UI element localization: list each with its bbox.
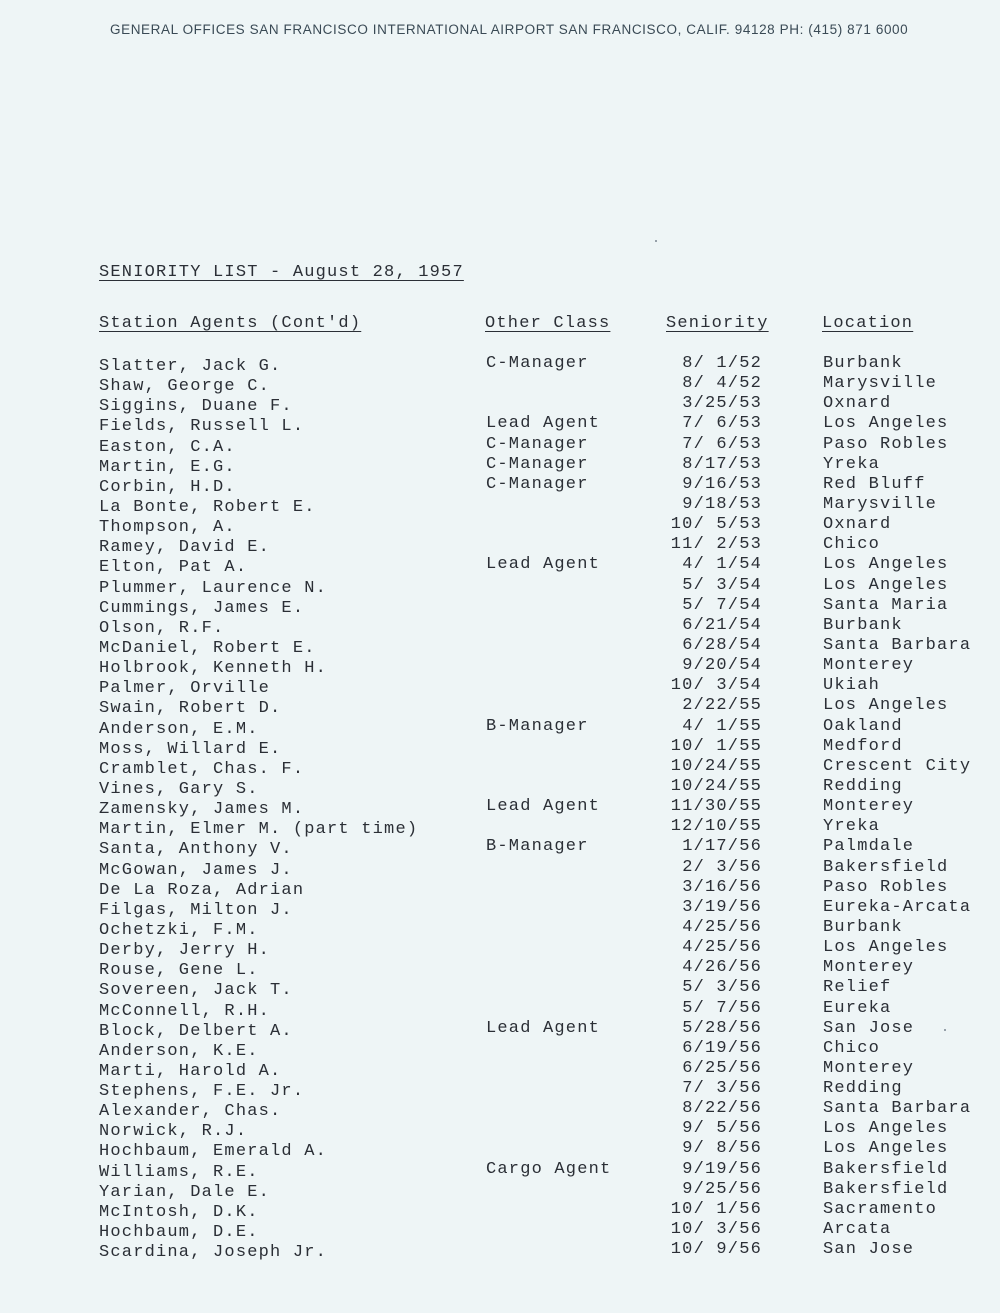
seniority-date: 3/25/53 (682, 394, 762, 414)
seniority-date: 11/30/55 (670, 797, 762, 817)
seniority-date: 4/26/56 (682, 958, 762, 978)
seniority-date: 10/ 1/55 (670, 736, 762, 756)
agent-name: Santa, Anthony V. (99, 840, 293, 860)
seniority-date: 5/ 7/56 (682, 998, 762, 1018)
location: Yreka (823, 817, 881, 837)
agent-name: Palmer, Orville (99, 679, 271, 699)
location: Relief (823, 978, 892, 998)
seniority-date: 7/ 6/53 (682, 414, 762, 434)
seniority-date: 10/24/55 (670, 756, 762, 776)
seniority-date: 9/19/56 (682, 1159, 762, 1179)
agent-name: Elton, Pat A. (99, 558, 248, 578)
table-row (0, 999, 1000, 1019)
location: Crescent City (823, 756, 972, 776)
agent-name: Vines, Gary S. (99, 779, 259, 799)
other-class: C-Manager (486, 434, 589, 454)
location: Marysville (823, 494, 938, 514)
location: Bakersfield (823, 1179, 949, 1199)
other-class: C-Manager (486, 454, 589, 474)
agent-name: Siggins, Duane F. (99, 397, 293, 417)
agent-name: Corbin, H.D. (99, 477, 236, 497)
other-class: B-Manager (486, 716, 589, 736)
location: Los Angeles (823, 696, 949, 716)
table-row (0, 394, 1000, 417)
location: Chico (823, 535, 881, 555)
table-row (0, 837, 1000, 860)
location: Los Angeles (823, 1139, 949, 1159)
seniority-date: 8/ 4/52 (682, 374, 762, 394)
agent-name: Ramey, David E. (99, 538, 271, 558)
seniority-date: 4/25/56 (682, 938, 762, 958)
location: Oakland (823, 716, 903, 736)
location: Bakersfield (823, 857, 949, 877)
seniority-date: 6/25/56 (682, 1058, 762, 1078)
location: Oxnard (823, 515, 892, 535)
location: Chico (823, 1038, 881, 1058)
location: Monterey (823, 1058, 915, 1078)
agent-name: Thompson, A. (99, 518, 236, 538)
seniority-date: 9/25/56 (682, 1179, 762, 1199)
agent-name: Derby, Jerry H. (99, 941, 271, 961)
seniority-date: 9/20/54 (682, 656, 762, 676)
table-row (0, 1139, 1000, 1162)
other-class: Lead Agent (486, 797, 601, 817)
table-row (0, 636, 1000, 656)
location: Monterey (823, 958, 915, 978)
agent-name: Alexander, Chas. (99, 1102, 282, 1122)
location: Monterey (823, 797, 915, 817)
table-row (0, 898, 1000, 918)
table-row (0, 656, 1000, 679)
table-row (0, 1079, 1000, 1102)
location: Medford (823, 736, 903, 756)
agent-name: McDaniel, Robert E. (99, 638, 316, 658)
table-row (0, 777, 1000, 797)
location: Burbank (823, 354, 903, 373)
agent-name: Easton, C.A. (99, 437, 236, 457)
table-row (0, 1059, 1000, 1079)
location: Oxnard (823, 394, 892, 414)
table-row (0, 1180, 1000, 1200)
seniority-date: 9/18/53 (682, 494, 762, 514)
table-row (0, 1099, 1000, 1122)
table-row (0, 435, 1000, 455)
other-class: Lead Agent (486, 1018, 601, 1038)
table-row (0, 455, 1000, 475)
seniority-date: 10/ 1/56 (670, 1199, 762, 1219)
seniority-date: 7/ 3/56 (682, 1079, 762, 1099)
paper-speck (944, 1029, 946, 1031)
agent-name: Swain, Robert D. (99, 699, 282, 719)
agent-name: Anderson, E.M. (99, 719, 259, 739)
location: Burbank (823, 615, 903, 635)
table-row (0, 354, 1000, 374)
location: Redding (823, 776, 903, 796)
seniority-date: 8/17/53 (682, 454, 762, 474)
agent-name: McGowan, James J. (99, 860, 293, 880)
agent-name: McIntosh, D.K. (99, 1202, 259, 1222)
paper-speck (655, 240, 657, 242)
agent-name: Scardina, Joseph Jr. (99, 1243, 328, 1263)
location: Santa Barbara (823, 635, 972, 655)
location: Palmdale (823, 837, 915, 857)
seniority-date: 4/ 1/54 (682, 555, 762, 575)
seniority-date: 2/ 3/56 (682, 857, 762, 877)
location: Sacramento (823, 1199, 938, 1219)
location: Los Angeles (823, 555, 949, 575)
table-row (0, 737, 1000, 757)
table-row (0, 1039, 1000, 1059)
header-other-class: Other Class (485, 314, 611, 333)
table-row (0, 1200, 1000, 1220)
location: Paso Robles (823, 434, 949, 454)
seniority-table (0, 354, 1000, 1263)
header-seniority: Seniority (666, 314, 769, 333)
location: Ukiah (823, 676, 881, 696)
header-station-agents: Station Agents (Cont'd) (99, 314, 362, 333)
seniority-date: 6/19/56 (682, 1038, 762, 1058)
seniority-date: 6/28/54 (682, 635, 762, 655)
agent-name: Martin, E.G. (99, 457, 236, 477)
table-row (0, 1119, 1000, 1142)
seniority-date: 10/24/55 (670, 776, 762, 796)
agent-name: Shaw, George C. (99, 377, 271, 397)
table-row (0, 978, 1000, 1001)
seniority-date: 2/22/55 (682, 696, 762, 716)
table-row (0, 1240, 1000, 1263)
other-class: C-Manager (486, 474, 589, 494)
table-row (0, 475, 1000, 495)
table-row (0, 374, 1000, 397)
table-row (0, 797, 1000, 820)
seniority-date: 8/ 1/52 (682, 354, 762, 373)
location: Monterey (823, 656, 915, 676)
seniority-date: 5/ 3/54 (682, 575, 762, 595)
location: Santa Maria (823, 595, 949, 615)
agent-name: Cummings, James E. (99, 598, 305, 618)
agent-name: Yarian, Dale E. (99, 1182, 271, 1202)
seniority-date: 6/21/54 (682, 615, 762, 635)
location: Eureka-Arcata (823, 897, 972, 917)
agent-name: Block, Delbert A. (99, 1021, 293, 1041)
seniority-date: 10/ 3/54 (670, 676, 762, 696)
seniority-date: 4/ 1/55 (682, 716, 762, 736)
location: Los Angeles (823, 938, 949, 958)
seniority-date: 10/ 5/53 (670, 515, 762, 535)
agent-name: Hochbaum, D.E. (99, 1223, 259, 1243)
table-row (0, 1220, 1000, 1243)
agent-name: Filgas, Milton J. (99, 900, 293, 920)
table-row (0, 515, 1000, 538)
agent-name: Williams, R.E. (99, 1162, 259, 1182)
seniority-date: 7/ 6/53 (682, 434, 762, 454)
location: Arcata (823, 1220, 892, 1240)
other-class: Lead Agent (486, 414, 601, 434)
table-row (0, 958, 1000, 981)
table-row (0, 535, 1000, 558)
table-row (0, 1019, 1000, 1039)
location: Paso Robles (823, 877, 949, 897)
agent-name: Rouse, Gene L. (99, 961, 259, 981)
table-row (0, 1160, 1000, 1180)
location: Burbank (823, 917, 903, 937)
table-row (0, 878, 1000, 898)
table-row (0, 555, 1000, 578)
agent-name: Moss, Willard E. (99, 739, 282, 759)
seniority-date: 3/16/56 (682, 877, 762, 897)
seniority-date: 9/ 8/56 (682, 1139, 762, 1159)
table-row (0, 414, 1000, 437)
list-title: SENIORITY LIST - August 28, 1957 (99, 263, 464, 282)
table-row (0, 858, 1000, 878)
agent-name: Slatter, Jack G. (99, 357, 282, 376)
location: Santa Barbara (823, 1099, 972, 1119)
location: Los Angeles (823, 1119, 949, 1139)
table-row (0, 938, 1000, 961)
other-class: B-Manager (486, 837, 589, 857)
table-row (0, 817, 1000, 840)
agent-name: Martin, Elmer M. (part time) (99, 820, 419, 840)
table-row (0, 616, 1000, 636)
seniority-date: 5/28/56 (682, 1018, 762, 1038)
seniority-date: 11/ 2/53 (670, 535, 762, 555)
seniority-date: 3/19/56 (682, 897, 762, 917)
agent-name: Plummer, Laurence N. (99, 578, 328, 598)
other-class: C-Manager (486, 354, 589, 373)
agent-name: Anderson, K.E. (99, 1041, 259, 1061)
table-row (0, 676, 1000, 699)
table-row (0, 717, 1000, 737)
seniority-date: 12/10/55 (670, 817, 762, 837)
location: Yreka (823, 454, 881, 474)
location: Redding (823, 1079, 903, 1099)
agent-name: Fields, Russell L. (99, 417, 305, 437)
table-row (0, 757, 1000, 777)
table-row (0, 918, 1000, 938)
seniority-date: 9/16/53 (682, 474, 762, 494)
agent-name: Zamensky, James M. (99, 800, 305, 820)
seniority-date: 9/ 5/56 (682, 1119, 762, 1139)
agent-name: Marti, Harold A. (99, 1061, 282, 1081)
seniority-date: 5/ 7/54 (682, 595, 762, 615)
other-class: Lead Agent (486, 555, 601, 575)
table-row (0, 696, 1000, 719)
location: San Jose (823, 1018, 915, 1038)
seniority-date: 4/25/56 (682, 917, 762, 937)
location: Los Angeles (823, 414, 949, 434)
location: San Jose (823, 1240, 915, 1260)
seniority-date: 1/17/56 (682, 837, 762, 857)
location: Marysville (823, 374, 938, 394)
seniority-date: 8/22/56 (682, 1099, 762, 1119)
agent-name: Ochetzki, F.M. (99, 920, 259, 940)
seniority-date: 10/ 9/56 (670, 1240, 762, 1260)
agent-name: Cramblet, Chas. F. (99, 759, 305, 779)
agent-name: Olson, R.F. (99, 618, 225, 638)
table-row (0, 495, 1000, 515)
location: Red Bluff (823, 474, 926, 494)
location: Eureka (823, 998, 892, 1018)
agent-name: Stephens, F.E. Jr. (99, 1082, 305, 1102)
seniority-date: 5/ 3/56 (682, 978, 762, 998)
agent-name: Norwick, R.J. (99, 1122, 248, 1142)
agent-name: McConnell, R.H. (99, 1001, 271, 1021)
letterhead: GENERAL OFFICES SAN FRANCISCO INTERNATIONAL AIRPORT SAN FRANCISCO, CALIF. 94128 PH: (415) 871 6000 (110, 22, 909, 37)
agent-name: La Bonte, Robert E. (99, 497, 316, 517)
table-row (0, 596, 1000, 616)
agent-name: Holbrook, Kenneth H. (99, 659, 328, 679)
header-location: Location (822, 314, 914, 333)
seniority-date: 10/ 3/56 (670, 1220, 762, 1240)
agent-name: De La Roza, Adrian (99, 880, 305, 900)
agent-name: Hochbaum, Emerald A. (99, 1142, 328, 1162)
agent-name: Sovereen, Jack T. (99, 981, 293, 1001)
table-row (0, 576, 1000, 596)
location: Bakersfield (823, 1159, 949, 1179)
other-class: Cargo Agent (486, 1159, 612, 1179)
location: Los Angeles (823, 575, 949, 595)
